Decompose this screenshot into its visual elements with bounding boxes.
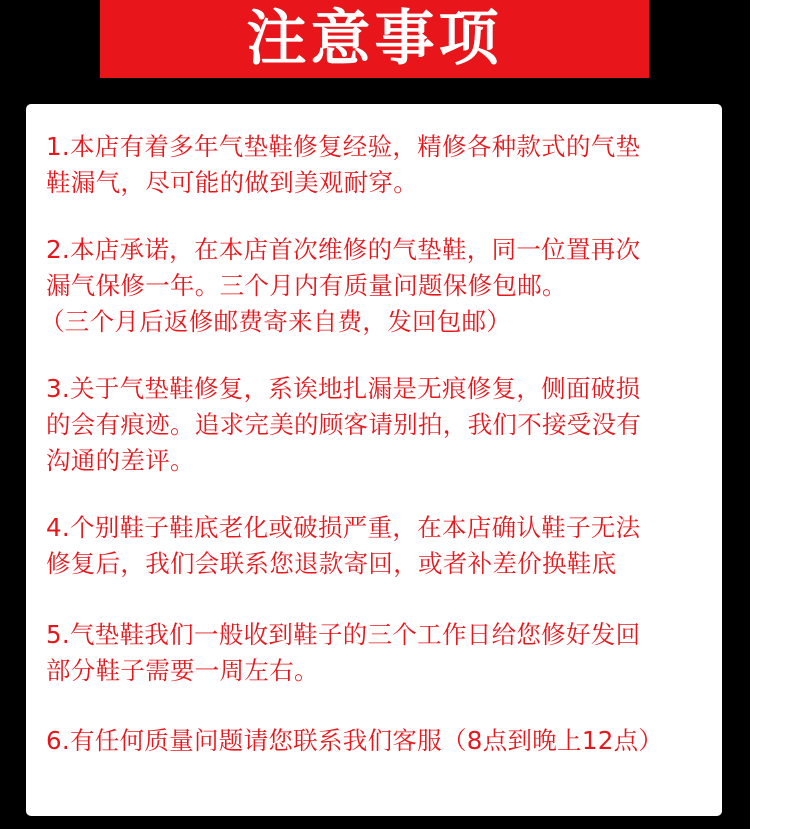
notice-line: （三个月后返修邮费寄来自费，发回包邮） [40, 307, 512, 336]
notice-line: 6.有任何质量问题请您联系我们客服（8点到晚上12点） [46, 726, 664, 755]
notice-line: 修复后，我们会联系您退款寄回，或者补差价换鞋底 [46, 549, 617, 578]
notice-line: 部分鞋子需要一周左右。 [46, 656, 319, 685]
notice-line: 1.本店有着多年气垫鞋修复经验，精修各种款式的气垫 [46, 132, 641, 161]
notice-line: 3.关于气垫鞋修复，系诶地扎漏是无痕修复，侧面破损 [46, 374, 641, 403]
notice-item-5 [46, 617, 706, 689]
notice-item-6 [46, 723, 706, 759]
notice-item-3 [46, 371, 706, 479]
notice-line: 的会有痕迹。追求完美的顾客请别拍，我们不接受没有 [46, 410, 642, 439]
page-title: 注意事项 [246, 4, 503, 74]
notice-line: 5.气垫鞋我们一般收到鞋子的三个工作日给您修好发回 [46, 620, 641, 649]
notice-line: 漏气保修一年。三个月内有质量问题保修包邮。 [46, 271, 567, 300]
notice-line: 鞋漏气，尽可能的做到美观耐穿。 [46, 168, 418, 197]
notice-line: 4.个别鞋子鞋底老化或破损严重，在本店确认鞋子无法 [46, 513, 641, 542]
title-banner [100, 0, 649, 78]
notice-item-2 [40, 232, 706, 340]
notice-item-4 [46, 510, 706, 582]
notice-item-1 [46, 129, 706, 201]
notice-line: 沟通的差评。 [46, 446, 195, 475]
notice-line: 2.本店承诺，在本店首次维修的气垫鞋，同一位置再次 [46, 235, 641, 264]
